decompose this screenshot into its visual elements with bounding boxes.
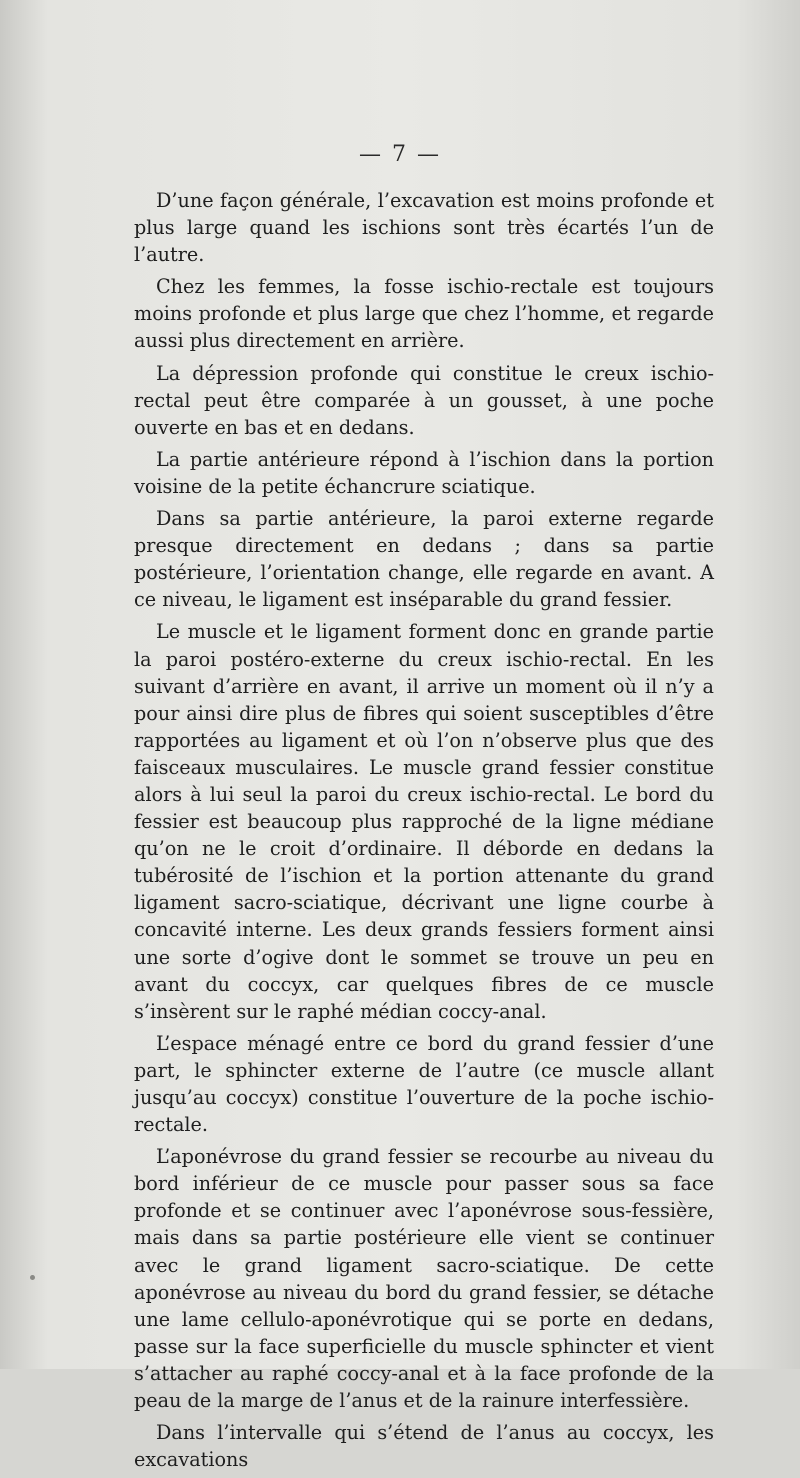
paragraph: D’une façon générale, l’excavation est moins profonde et plus large quand les ischions sont très écartés l’un de l’autre. (134, 189, 714, 267)
paragraph: La partie antérieure répond à l’ischion dans la portion voisine de la petite échancrure sciatique. (134, 447, 714, 498)
paragraph: Dans sa partie antérieure, la paroi externe regarde presque directement en dedans ; dans sa partie postérieure, l’orientation change, elle regarde en avant. A ce niveau, le ligament est inséparable du grand fessier. (134, 507, 714, 612)
paragraph: L’espace ménagé entre ce bord du grand fessier d’une part, le sphincter externe de l’autre (ce muscle allant jusqu’au coccyx) constitue l’ouverture de la poche ischio-rectale. (134, 1031, 714, 1137)
paragraph: Chez les femmes, la fosse ischio-rectale est toujours moins profonde et plus large que chez l’homme, et regarde aussi plus directement en arrière. (134, 275, 714, 353)
paragraph: La dépression profonde qui constitue le creux ischio-rectal peut être comparée à un gousset, à une poche ouverte en bas et en dedans. (134, 361, 714, 439)
paragraph: Le muscle et le ligament forment donc en grande partie la paroi postéro-externe du creux ischio-rectal. En les suivant d’arrière en avant, il arrive un moment où il n’y a pour ainsi dire plus de fibres qui soient susceptibles d’être rapportées au ligament et où l’on n’observe plus que des faisceaux musculaires. Le muscle grand fessier constitue alors à lui seul la paroi du creux ischio-rectal. Le bord du fessier est beaucoup plus rapproché de la ligne médiane qu’on ne le croit d’ordinaire. Il déborde en dedans la tubérosité de l’ischion et la portion attenante du grand ligament sacro-sciatique, décrivant une ligne courbe à concavité interne. Les deux grands fessiers forment ainsi une sorte d’ogive dont le sommet se trouve un peu en avant du coccyx, car quelques fibres de ce muscle s’insèrent sur le raphé médian coccy-anal. (134, 620, 714, 1023)
body-text (134, 187, 714, 1478)
margin-speck (30, 1275, 35, 1280)
page-number: — 7 — (359, 142, 441, 167)
paragraph: Dans l’intervalle qui s’étend de l’anus au coccyx, les excavations (134, 1421, 714, 1472)
paragraph: L’aponévrose du grand fessier se recourbe au niveau du bord inférieur de ce muscle pour passer sous sa face profonde et se continuer avec l’aponévrose sous-fessière, mais dans sa partie postérieure elle vient se continuer avec le grand ligament sacro-sciatique. De cette aponévrose au niveau du bord du grand fessier, se détache une lame cellulo-aponévrotique qui se porte en dedans, passe sur la face superficielle du muscle sphincter et vient s’attacher au raphé coccy-anal et à la face profonde de la peau de la marge de l’anus et de la rainure interfessière. (134, 1145, 714, 1413)
